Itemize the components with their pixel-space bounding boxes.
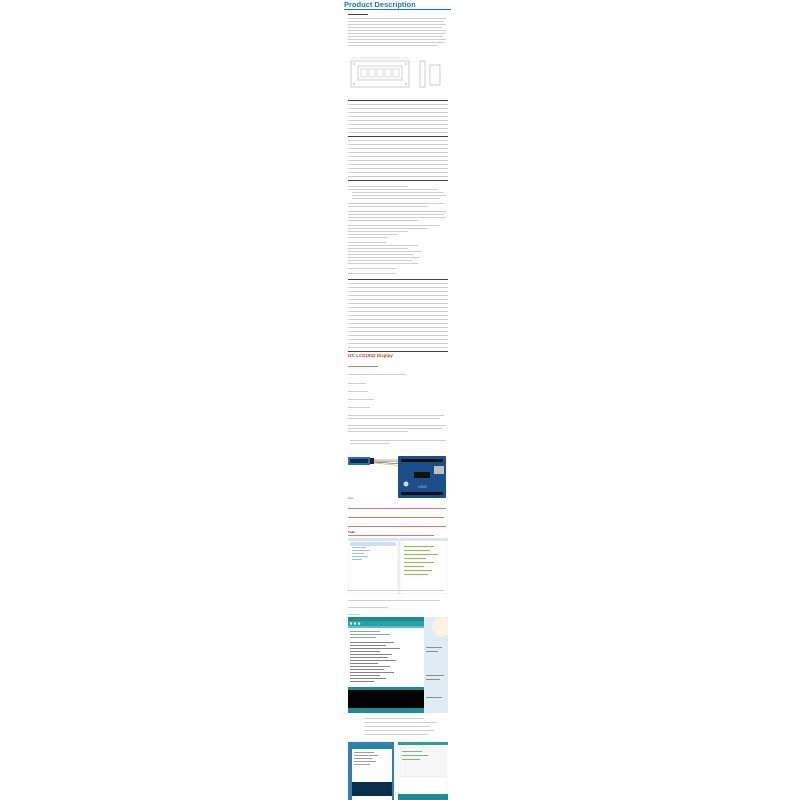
- product-description-column: [344, 0, 451, 800]
- svg-text:UNO: UNO: [418, 484, 427, 489]
- section-heading: I2C LCD1602 Display: [348, 353, 393, 358]
- wiring-photo: [346, 448, 450, 500]
- mechanical-drawing: [348, 55, 448, 95]
- library-screenshot: [348, 538, 448, 594]
- arduino-ide-screenshot: [348, 617, 448, 713]
- note-label: Note: [348, 497, 354, 500]
- page-title: Product Description: [344, 0, 416, 9]
- code-label: Code:: [348, 531, 356, 534]
- title-rule: [344, 9, 451, 10]
- serial-monitor-screenshots: [348, 742, 448, 800]
